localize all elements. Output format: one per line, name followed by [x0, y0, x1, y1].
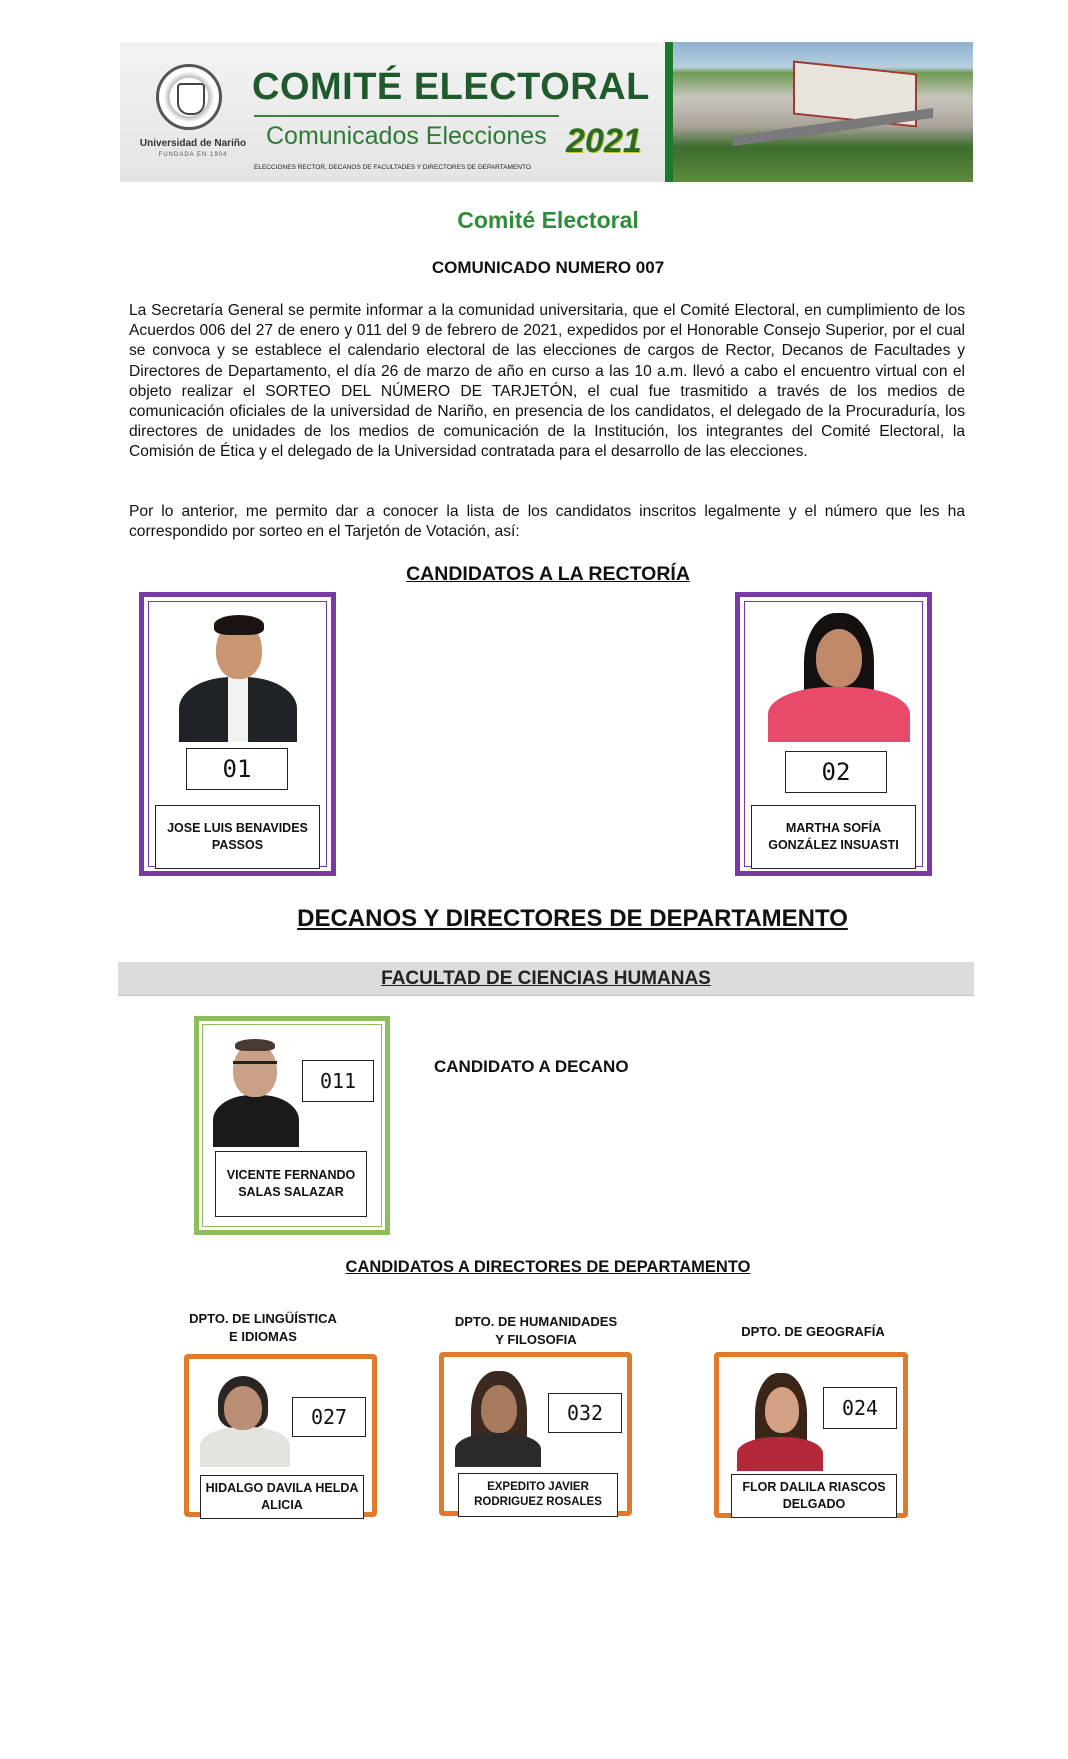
org-title: Comité Electoral: [457, 207, 639, 233]
jacket: [213, 1095, 299, 1147]
deans-directors-heading: DECANOS Y DIRECTORES DE DEPARTAMENTO: [297, 905, 848, 932]
ballot-number: 024: [823, 1387, 897, 1429]
candidate-name: VICENTE FERNANDO SALAS SALAZAR: [215, 1151, 367, 1217]
ballot-number: 011: [302, 1060, 374, 1102]
candidate-name: MARTHA SOFÍA GONZÁLEZ INSUASTI: [751, 805, 916, 869]
pink-blouse: [768, 687, 910, 742]
dean-candidate-label: CANDIDATO A DECANO: [434, 1057, 629, 1076]
campus-photo: [665, 42, 973, 182]
glasses: [233, 1061, 277, 1072]
banner-caption: ELECCIONES RECTOR, DECANOS DE FACULTADES Y DIRECTORES DE DEPARTAMENTO: [254, 164, 531, 171]
ballot-number: 02: [785, 751, 887, 793]
shirt: [228, 677, 248, 742]
ballot-number: 032: [548, 1393, 622, 1433]
directors-heading: CANDIDATOS A DIRECTORES DE DEPARTAMENTO: [345, 1258, 751, 1276]
floral-blouse: [200, 1427, 290, 1467]
banner-divider: [254, 115, 559, 117]
faculty-bar: [118, 962, 974, 996]
candidate-photo: [455, 1367, 541, 1467]
faculty-name: FACULTAD DE CIENCIAS HUMANAS: [381, 968, 711, 989]
face: [224, 1386, 262, 1430]
ballot-number: 027: [292, 1397, 366, 1437]
university-founded: FUNDADA EN 1904: [158, 152, 228, 158]
university-name: Universidad de Nariño: [139, 138, 247, 149]
face: [816, 629, 862, 687]
shirt: [455, 1433, 541, 1467]
rector-candidate-card: [139, 592, 336, 876]
candidate-name: JOSE LUIS BENAVIDES PASSOS: [155, 805, 320, 869]
comunicado-number: COMUNICADO NUMERO 007: [431, 258, 665, 277]
face: [481, 1385, 517, 1433]
candidate-photo: [731, 1367, 823, 1471]
banner-subtitle: Comunicados Elecciones: [266, 122, 547, 150]
intro-paragraph: La Secretaría General se permite informar a la comunidad universitaria, que el Comité Electoral, en cumplimiento de los Acuerdos 006 del 27 de enero y 011 del 9 de febrero de 2021, expedidos por el Honorable Consejo Superior, por el cual se convoca y se establece el calendario electoral de las elecciones de cargos de Rector, Decanos de Facultades y Directores de Departamento, el día 26 de marzo de año en curso a las 10 a.m. llevó a cabo el encuentro virtual con el objeto realizar el SORTEO DEL NÚMERO DE TARJETÓN, el cual fue trasmitido a través de los medios de comunicación oficiales de la universidad de Nariño, en presencia de los candidatos, el delegado de la Procuraduría, los directores de unidades de los medios de comunicación de la Institución, los integrantes del Comité Electoral, la Comisión de Ética y el delegado de la Universidad contratada para el desarrollo de las elecciones.: [129, 302, 965, 461]
director-candidate-card: [439, 1352, 632, 1516]
candidate-name: FLOR DALILA RIASCOS DELGADO: [731, 1474, 897, 1518]
hair: [214, 615, 264, 635]
department-label: DPTO. DE GEOGRAFÍA: [741, 1324, 885, 1339]
face: [765, 1387, 799, 1433]
red-jacket: [737, 1437, 823, 1471]
list-intro-paragraph: Por lo anterior, me permito dar a conocer la lista de los candidatos inscritos legalmente y el número que les ha correspondido por sorteo en el Tarjetón de Votación, así:: [129, 503, 965, 541]
candidate-name: HIDALGO DAVILA HELDA ALICIA: [200, 1475, 364, 1519]
rector-candidate-card: [735, 592, 932, 876]
candidate-photo: [174, 607, 302, 742]
candidate-photo: [200, 1372, 290, 1467]
candidate-photo: [764, 607, 914, 742]
hair: [235, 1039, 275, 1051]
university-seal-logo: [156, 64, 222, 130]
director-candidate-card: [184, 1354, 377, 1517]
rectoria-heading: CANDIDATOS A LA RECTORÍA: [406, 563, 690, 585]
dean-candidate-card: [194, 1016, 390, 1235]
candidate-name: EXPEDITO JAVIER RODRIGUEZ ROSALES: [458, 1473, 618, 1517]
department-label: DPTO. DE LINGÜÍSTICA E IDIOMAS: [189, 1311, 337, 1344]
header-banner: [120, 42, 973, 182]
candidate-photo: [213, 1033, 299, 1147]
director-candidate-card: [714, 1352, 908, 1518]
ballot-number: 01: [186, 748, 288, 790]
banner-title: COMITÉ ELECTORAL: [252, 66, 650, 108]
department-label: DPTO. DE HUMANIDADES Y FILOSOFIA: [454, 1314, 618, 1347]
banner-year: 2021: [566, 122, 642, 160]
